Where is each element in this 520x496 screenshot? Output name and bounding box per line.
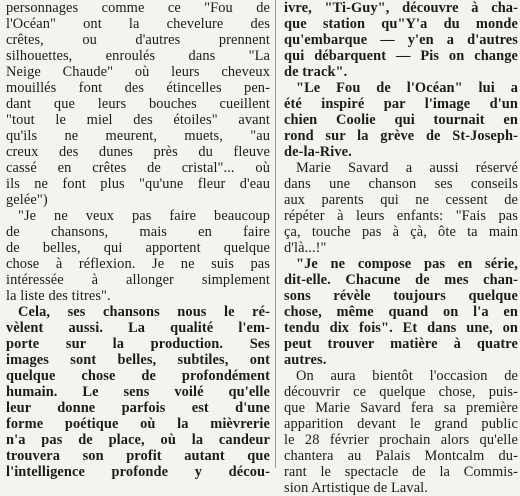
text-line: chantera au Palais Montcalm du-: [284, 448, 518, 464]
text-line: mouillés font des étincelles pen-: [6, 80, 270, 96]
text-line: d'là...!": [284, 240, 327, 256]
text-line: découvrir ce quelque chose, puis-: [284, 384, 518, 400]
text-line: chose, même quand on l'a en: [284, 304, 518, 320]
text-line: tendu dix fois". Et dans une, on: [284, 320, 518, 336]
right-text-column: [278, 0, 520, 496]
text-line: chien Coolie qui tournait en: [284, 112, 518, 128]
text-line: que Marie Savard fera sa première: [284, 400, 518, 416]
text-line: trouvera son profit autant que: [6, 448, 270, 464]
text-line: répéter à leurs enfants: "Fais pas: [284, 208, 518, 224]
text-line: crêtes, ou d'autres prennent: [6, 32, 270, 48]
text-line: On aura bientôt l'occasion de: [296, 368, 518, 384]
text-line: "Le Fou de l'Océan" lui a: [296, 80, 518, 96]
text-line: de-la-Rive.: [284, 144, 352, 160]
text-line: l'Océan" ont la chevelure des: [6, 16, 270, 32]
text-line: été inspiré par l'image d'un: [284, 96, 518, 112]
text-line: personnages comme ce "Fou de: [6, 0, 270, 16]
text-line: dant que leurs bouches cueillent: [6, 96, 270, 112]
text-line: qu'embarque — y'en a d'autres: [284, 32, 518, 48]
text-line: Marie Savard a aussi réservé: [296, 160, 518, 176]
text-line: sons révèle toujours quelque: [284, 288, 518, 304]
text-line: "Je ne veux pas faire beaucoup: [18, 208, 270, 224]
text-line: ils ne font plus "qu'une fleur d'eau: [6, 176, 270, 192]
text-line: dans une chanson ses conseils: [284, 176, 518, 192]
text-line: Cela, ses chansons nous le ré-: [18, 304, 270, 320]
text-line: peut trouver matière à quatre: [284, 336, 518, 352]
text-line: intéressée à allonger simplement: [6, 272, 270, 288]
text-line: porte sur la production. Ses: [6, 336, 270, 352]
text-line: que station qu"Y'a du monde: [284, 16, 518, 32]
text-line: de chansons, mais en faire: [6, 224, 270, 240]
text-line: ivre, "Ti-Guy", découvre à cha-: [284, 0, 518, 16]
text-line: forme poétique où la mièvrerie: [6, 416, 270, 432]
text-line: de belles, qui apportent quelque: [6, 240, 270, 256]
text-line: rond sur la grève de St-Joseph-: [284, 128, 518, 144]
text-line: leur donne parfois est d'une: [6, 400, 270, 416]
text-line: Neige Chaude" où leurs cheveux: [6, 64, 270, 80]
text-line: rant le spectacle de la Commis-: [284, 464, 518, 480]
text-line: cassé en crêtes de cristal"... où: [6, 160, 270, 176]
text-line: ça, touche pas à çà, ôte ta main: [284, 224, 518, 240]
text-line: apparition devant le grand public: [284, 416, 518, 432]
text-line: le 28 février prochain alors qu'elle: [284, 432, 518, 448]
text-line: chose à réflexion. Je ne suis pas: [6, 256, 270, 272]
text-line: humain. Le sens voilé qu'elle: [6, 384, 270, 400]
text-line: vèlent aussi. La qualité l'em-: [6, 320, 270, 336]
text-line: creux des dunes près du fleuve: [6, 144, 270, 160]
text-line: qu'ils ne meurent, muets, "au: [6, 128, 270, 144]
text-line: n'a pas de place, où la candeur: [6, 432, 270, 448]
text-line: qui débarquent — Pis on change: [284, 48, 518, 64]
text-line: sion Artistique de Laval.: [284, 480, 428, 496]
text-line: gelée"): [6, 192, 48, 208]
text-line: aux parents qui ne cessent de: [284, 192, 518, 208]
text-line: la liste des titres".: [6, 288, 111, 304]
text-line: quelque chose de profondément: [6, 368, 270, 384]
text-line: "tout le miel des étoiles" avant: [6, 112, 270, 128]
text-line: autres.: [284, 352, 327, 368]
text-line: de track".: [284, 64, 348, 80]
column-divider: [275, 0, 276, 468]
text-line: silhouettes, enroulés dans "La: [6, 48, 270, 64]
text-line: l'intelligence profonde y décou-: [6, 464, 270, 480]
text-line: dit-elle. Chacune de mes chan-: [284, 272, 518, 288]
text-line: images sont belles, subtiles, ont: [6, 352, 270, 368]
text-line: "Je ne compose pas en série,: [296, 256, 518, 272]
